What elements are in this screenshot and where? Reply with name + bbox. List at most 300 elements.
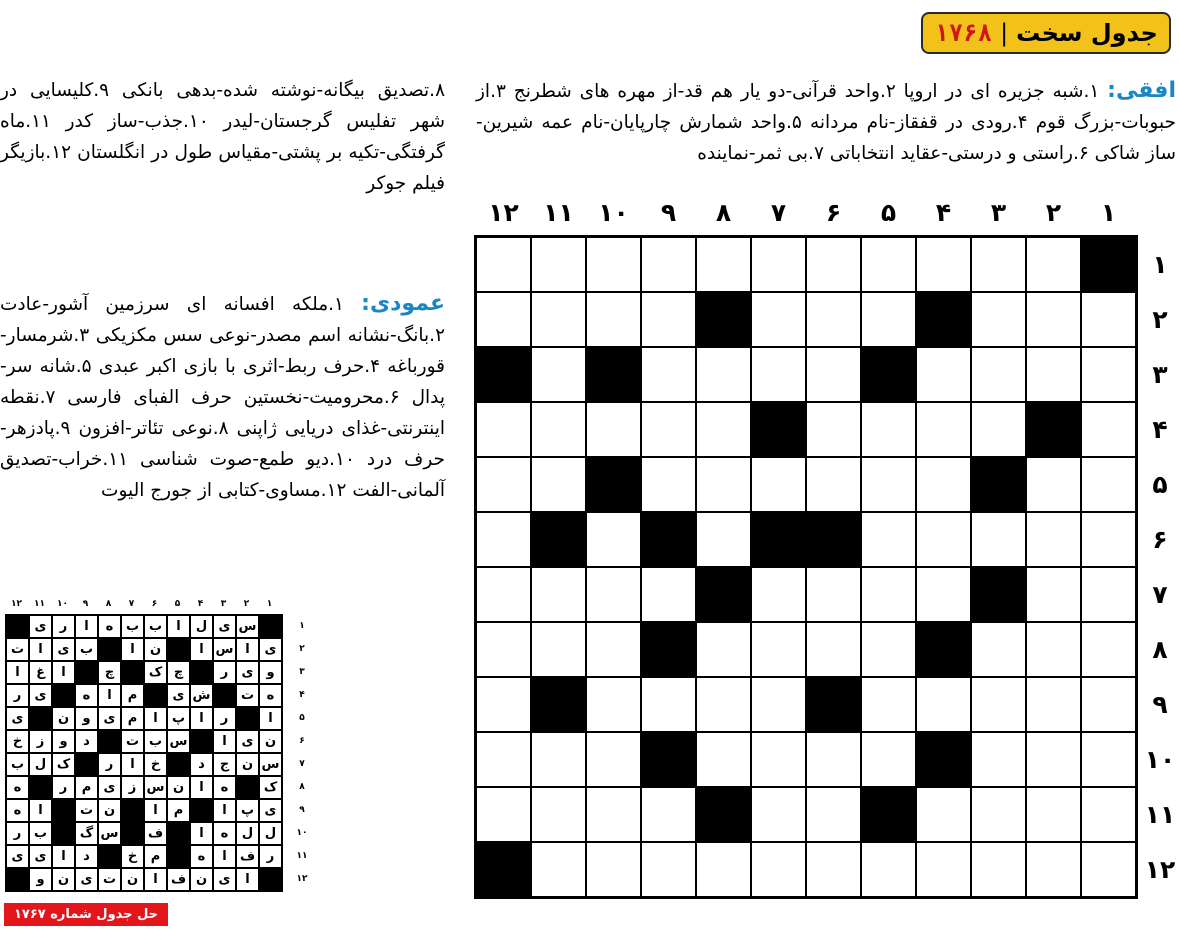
grid-cell-black [861,347,916,402]
grid-cell[interactable] [531,292,586,347]
solution-cell: ت [236,684,259,707]
solution-cell: ب [121,615,144,638]
grid-cell[interactable] [806,347,861,402]
grid-cell[interactable] [1026,787,1081,842]
solution-label: حل جدول شماره ۱۷۶۷ [4,903,168,926]
solution-cell: پ [167,707,190,730]
solution-cell-black [6,615,29,638]
grid-cell[interactable] [1026,732,1081,787]
grid-cell[interactable] [1026,292,1081,347]
solution-cell: ه [98,615,121,638]
solution-cell: ه [6,799,29,822]
vertical-heading: عمودی: [361,291,445,316]
grid-cell[interactable] [861,512,916,567]
solution-column-number: ۲ [243,599,250,609]
solution-cell-black [144,684,167,707]
solution-cell: س [236,615,259,638]
grid-cell[interactable] [476,292,531,347]
grid-cell[interactable] [476,402,531,457]
solution-cell-black [98,638,121,661]
grid-cell[interactable] [476,677,531,732]
row-number: ۱۱ [1144,800,1176,829]
solution-column-number: ۹ [82,599,89,609]
grid-cell[interactable] [971,732,1026,787]
solution-column-number: ۵ [174,599,181,609]
grid-cell[interactable] [531,842,586,897]
solution-cell-black [98,730,121,753]
grid-cell[interactable] [916,457,971,512]
solution-cell: ی [75,868,98,891]
grid-cell[interactable] [971,842,1026,897]
solution-cell: ی [29,615,52,638]
row-number: ۶ [1152,525,1168,554]
grid-cell[interactable] [916,787,971,842]
grid-cell[interactable] [1081,512,1136,567]
solution-cell: ر [259,845,282,868]
grid-cell[interactable] [1026,237,1081,292]
solution-row-number: ۱ [299,620,305,631]
solution-row-number: ۳ [299,666,305,677]
grid-cell[interactable] [586,402,641,457]
solution-cell: ه [75,684,98,707]
grid-cell[interactable] [971,292,1026,347]
grid-cell[interactable] [806,567,861,622]
grid-cell[interactable] [916,237,971,292]
row-number: ۳ [1152,360,1168,389]
grid-cell[interactable] [1026,512,1081,567]
solution-cell: ن [259,730,282,753]
grid-cell[interactable] [861,677,916,732]
grid-cell[interactable] [1081,402,1136,457]
grid-cell-black [476,347,531,402]
grid-cell[interactable] [641,402,696,457]
solution-row-number: ۱۱ [296,850,308,861]
grid-cell[interactable] [641,567,696,622]
solution-cell-black [190,730,213,753]
grid-cell[interactable] [696,402,751,457]
grid-cell[interactable] [916,677,971,732]
solution-cell: د [190,753,213,776]
column-number: ۱۲ [488,197,519,227]
grid-cell[interactable] [696,842,751,897]
solution-cell: ک [52,753,75,776]
grid-cell[interactable] [1081,567,1136,622]
grid-cell[interactable] [806,457,861,512]
solution-cell: ی [52,638,75,661]
solution-cell: ی [236,730,259,753]
grid-cell[interactable] [1026,677,1081,732]
solution-cell-black [75,661,98,684]
grid-cell[interactable] [531,237,586,292]
grid-cell-black [806,512,861,567]
grid-cell[interactable] [1081,732,1136,787]
solution-row-numbers [291,614,313,890]
grid-cell[interactable] [1026,347,1081,402]
solution-cell: گ [75,822,98,845]
grid-cell[interactable] [1081,347,1136,402]
grid-cell[interactable] [861,402,916,457]
solution-column-number: ۱۱ [34,599,45,609]
column-number: ۱۱ [543,197,574,227]
column-number: ۹ [660,197,677,227]
row-number: ۸ [1152,635,1168,664]
grid-cell[interactable] [586,787,641,842]
grid-cell[interactable] [751,787,806,842]
solution-cell-black [236,707,259,730]
grid-cell-black [641,622,696,677]
grid-cell[interactable] [861,842,916,897]
solution-cell: ز [121,776,144,799]
column-number: ۴ [935,197,952,227]
solution-cell: ر [213,707,236,730]
solution-cell: ب [29,822,52,845]
grid-cell-black [971,457,1026,512]
column-number: ۶ [825,197,842,227]
solution-cell: ک [259,776,282,799]
grid-cell[interactable] [1026,842,1081,897]
solution-cell: ف [167,868,190,891]
solution-cell: ا [121,753,144,776]
solution-cell: ز [29,730,52,753]
grid-cell[interactable] [696,732,751,787]
grid-cell-black [696,292,751,347]
solution-cell: ن [190,868,213,891]
grid-cell[interactable] [641,347,696,402]
solution-cell: ی [213,615,236,638]
grid-cell-black [971,567,1026,622]
grid-cell[interactable] [751,457,806,512]
solution-cell: ی [259,638,282,661]
grid-cell[interactable] [806,237,861,292]
solution-row-number: ۸ [299,781,305,792]
grid-cell[interactable] [1081,457,1136,512]
grid-cell[interactable] [971,622,1026,677]
grid-cell[interactable] [531,787,586,842]
grid-cell-black [586,347,641,402]
solution-cell-black [121,822,144,845]
grid-cell-black [586,457,641,512]
row-number: ۲ [1152,305,1168,334]
row-number: ۱۰ [1144,745,1176,774]
grid-cell[interactable] [586,677,641,732]
grid-cell[interactable] [806,787,861,842]
grid-cell[interactable] [971,402,1026,457]
grid-cell[interactable] [751,567,806,622]
solution-cell: ت [98,868,121,891]
grid-cell[interactable] [641,457,696,512]
solution-cell: ن [167,776,190,799]
grid-cell[interactable] [971,237,1026,292]
solution-cell: م [75,776,98,799]
solution-cell: ا [213,845,236,868]
solution-cell: ن [144,638,167,661]
solution-cell: پ [236,799,259,822]
solution-cell: ب [144,615,167,638]
grid-cell[interactable] [696,677,751,732]
grid-cell-black [916,732,971,787]
grid-cell[interactable] [751,842,806,897]
row-number: ۱ [1152,250,1168,279]
solution-cell: ی [98,707,121,730]
solution-cell-black [75,753,98,776]
row-number: ۹ [1152,690,1168,719]
vertical-clues-text: ۱.ملکه افسانه ای سرزمین آشور-عادت ۲.بانگ-نشانه اسم مصدر-نوعی سس مکزیکی ۳.شرمسار-قورباغه ۴.حرف ربط-اثری با بازی اکبر عبدی ۵.شانه سر-پدال ۶.محرومیت-نخستین حرف الفبای فارسی ۷.نقطه اینترنتی-غذای دریایی ژاپنی ۸.نوعی تئاتر-افزون ۹.پادزهر-حرف درد ۱۰.دیو طمع-صوت شناسی ۱۱.خراب-تصدیق آلمانی-الفت ۱۲.مساوی-کتابی از جورج الیوت [0,294,446,501]
solution-cell: م [167,799,190,822]
grid-cell[interactable] [916,567,971,622]
solution-cell: س [259,753,282,776]
grid-cell[interactable] [476,457,531,512]
solution-cell-black [167,822,190,845]
solution-cell: س [167,730,190,753]
grid-cell-black [476,842,531,897]
grid-cell[interactable] [586,567,641,622]
grid-cell[interactable] [861,237,916,292]
solution-cell: ا [167,615,190,638]
solution-cell: ا [236,638,259,661]
solution-column-number: ۸ [105,599,112,609]
horizontal-heading: افقی: [1107,78,1176,103]
grid-cell[interactable] [1081,677,1136,732]
grid-cell[interactable] [806,292,861,347]
grid-cell[interactable] [641,237,696,292]
grid-cell-black [531,512,586,567]
column-number: ۱۰ [598,197,629,227]
solution-cell-black [29,707,52,730]
solution-column-number: ۱۰ [57,599,68,609]
solution-cell-black [98,845,121,868]
grid-cell[interactable] [916,347,971,402]
solution-grid [5,614,283,892]
solution-column-number: ۶ [151,599,158,609]
grid-cell[interactable] [586,512,641,567]
grid-cell[interactable] [476,512,531,567]
solution-cell: ا [29,638,52,661]
solution-cell-black [167,753,190,776]
grid-cell[interactable] [531,732,586,787]
solution-cell: ه [6,776,29,799]
grid-cell-black [751,402,806,457]
grid-cell-black [861,787,916,842]
grid-cell[interactable] [861,732,916,787]
horizontal-clues [476,75,1176,169]
solution-cell: س [213,638,236,661]
solution-cell: ر [52,615,75,638]
grid-cell[interactable] [1081,787,1136,842]
horizontal-clues-continued [0,75,445,199]
solution-cell: ر [98,753,121,776]
solution-cell: ن [236,753,259,776]
solution-cell-black [190,799,213,822]
solution-cell: ه [213,776,236,799]
horizontal-clues-text-left: ۸.تصدیق بیگانه-نوشته شده-بدهی بانکی ۹.کلیسایی در شهر تفلیس گرجستان-لیدر ۱۰.جذب-ساز کدر ۱۱.ماه گرفتگی-تکیه بر پشتی-مقیاس طول در انگلستان ۱۲.بازیگر فیلم جوکر [0,80,445,194]
solution-cell-black [167,845,190,868]
grid-cell[interactable] [531,567,586,622]
grid-cell[interactable] [861,292,916,347]
puzzle-title: جدول سخت [1016,19,1158,47]
solution-column-numbers [5,597,281,611]
grid-cell[interactable] [641,292,696,347]
solution-cell: د [75,730,98,753]
grid-cell[interactable] [531,457,586,512]
solution-cell-black [6,868,29,891]
grid-cell[interactable] [1081,842,1136,897]
solution-cell-black [167,638,190,661]
grid-cell[interactable] [861,457,916,512]
grid-cell[interactable] [1081,292,1136,347]
grid-cell[interactable] [531,622,586,677]
grid-cell[interactable] [476,732,531,787]
grid-cell[interactable] [806,622,861,677]
grid-cell[interactable] [476,622,531,677]
grid-cell[interactable] [531,402,586,457]
solution-cell: ن [52,707,75,730]
grid-cell[interactable] [751,677,806,732]
grid-cell[interactable] [1026,622,1081,677]
grid-cell[interactable] [641,842,696,897]
grid-cell[interactable] [531,347,586,402]
solution-cell: خ [144,753,167,776]
solution-row-number: ۱۰ [296,827,308,838]
solution-cell: ا [190,776,213,799]
solution-cell: ر [6,822,29,845]
grid-cell[interactable] [696,347,751,402]
grid-cell[interactable] [971,677,1026,732]
grid-cell[interactable] [696,512,751,567]
grid-cell[interactable] [641,677,696,732]
solution-cell: چ [98,661,121,684]
solution-cell: ا [144,799,167,822]
grid-cell[interactable] [916,512,971,567]
grid-cell[interactable] [586,292,641,347]
grid-cell[interactable] [861,622,916,677]
solution-cell: ی [29,684,52,707]
solution-cell: ه [190,845,213,868]
solution-cell-black [259,615,282,638]
grid-cell[interactable] [696,457,751,512]
grid-cell[interactable] [586,732,641,787]
solution-row-number: ۴ [299,689,305,700]
grid-cell[interactable] [586,842,641,897]
solution-cell: ی [259,799,282,822]
column-number: ۳ [990,197,1007,227]
solution-column-number: ۴ [197,599,204,609]
grid-cell-black [641,512,696,567]
grid-cell[interactable] [806,402,861,457]
solution-column-number: ۳ [220,599,227,609]
solution-cell: د [75,845,98,868]
grid-cell-black [806,677,861,732]
grid-cell-black [751,512,806,567]
solution-cell: ا [190,707,213,730]
grid-cell[interactable] [586,622,641,677]
grid-cell[interactable] [696,237,751,292]
grid-cell[interactable] [751,347,806,402]
solution-cell: خ [121,845,144,868]
solution-cell: ا [98,684,121,707]
solution-row-number: ۶ [299,735,305,746]
solution-cell: م [144,845,167,868]
grid-cell[interactable] [1081,622,1136,677]
row-number: ۷ [1152,580,1168,609]
solution-cell: م [121,684,144,707]
grid-cell[interactable] [751,622,806,677]
solution-column-number: ۷ [128,599,135,609]
solution-cell-black [213,684,236,707]
grid-cell[interactable] [971,512,1026,567]
grid-cell[interactable] [916,842,971,897]
solution-cell: و [52,730,75,753]
grid-cell-black [696,787,751,842]
grid-cell[interactable] [751,237,806,292]
solution-cell: س [98,822,121,845]
grid-cell[interactable] [971,787,1026,842]
grid-cell[interactable] [806,842,861,897]
solution-cell: ی [6,707,29,730]
grid-cell[interactable] [806,732,861,787]
grid-cell[interactable] [971,347,1026,402]
solution-cell: ر [6,684,29,707]
grid-cell-black [1081,237,1136,292]
solution-cell: و [75,707,98,730]
solution-column-number: ۱۲ [11,599,22,609]
solution-cell: ت [75,799,98,822]
solution-cell: ا [29,799,52,822]
grid-cell[interactable] [641,787,696,842]
solution-cell: م [121,707,144,730]
solution-cell: ه [213,822,236,845]
grid-cell[interactable] [1026,567,1081,622]
grid-cell[interactable] [861,567,916,622]
row-number: ۴ [1152,415,1168,444]
grid-cell[interactable] [751,292,806,347]
solution-cell: ل [236,822,259,845]
solution-row-number: ۷ [299,758,305,769]
grid-cell[interactable] [476,787,531,842]
solution-cell: ل [29,753,52,776]
grid-cell[interactable] [696,622,751,677]
column-number: ۷ [770,197,787,227]
grid-cell[interactable] [1026,457,1081,512]
solution-cell: ش [190,684,213,707]
solution-cell: ا [213,799,236,822]
solution-cell: س [144,776,167,799]
solution-cell: ا [52,661,75,684]
solution-cell-black [236,776,259,799]
solution-cell-black [52,822,75,845]
solution-row-number: ۱۲ [296,873,308,884]
solution-cell: ا [75,615,98,638]
grid-cell[interactable] [751,732,806,787]
row-number: ۱۲ [1144,855,1176,884]
solution-cell: ج [213,753,236,776]
grid-cell[interactable] [916,402,971,457]
solution-row-number: ۲ [299,643,305,654]
solution-cell: ا [52,845,75,868]
solution-cell: ی [167,684,190,707]
solution-cell: ا [236,868,259,891]
solution-cell-black [121,799,144,822]
grid-cell[interactable] [476,237,531,292]
solution-cell: ب [144,730,167,753]
grid-cell-black [641,732,696,787]
solution-cell: ت [6,638,29,661]
grid-cell[interactable] [476,567,531,622]
grid-cell[interactable] [586,237,641,292]
solution-cell: ف [144,822,167,845]
solution-cell: ر [213,661,236,684]
horizontal-clues-text-right: ۱.شبه جزیره ای در اروپا ۲.واحد قرآنی-دو یار هم قد-از مهره های شطرنج ۳.از حبوبات-بزرگ قوم ۴.رودی در قفقاز-نام مردانه ۵.واحد شمارش چارپایان-نام عمه شیرین-ساز شاکی ۶.راستی و درستی-عقاید انتخاباتی ۷.بی ثمر-نماینده [476,81,1176,164]
solution-cell: ی [98,776,121,799]
